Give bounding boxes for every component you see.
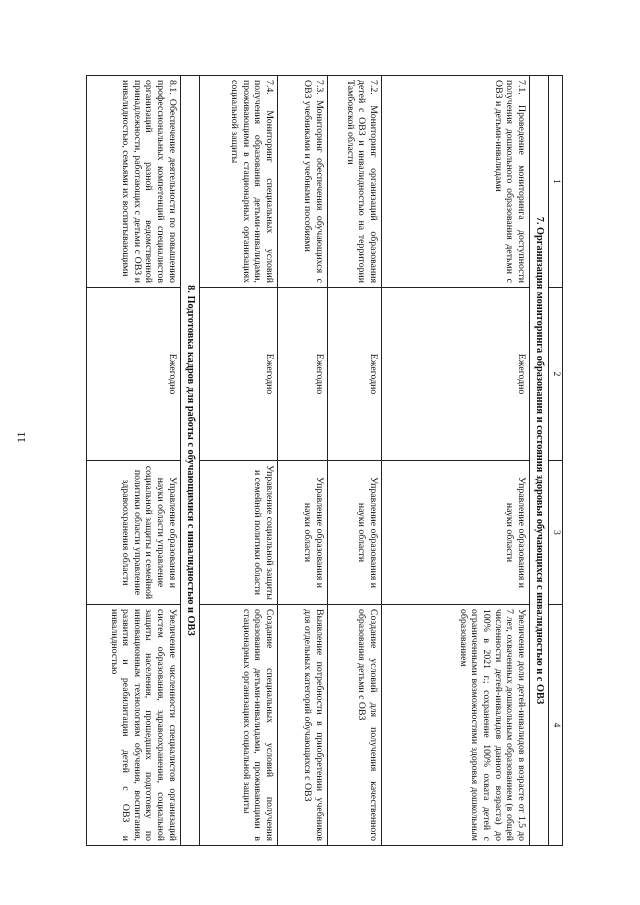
result-cell: Выявление потребности в приобретении учебников для отдельных категорий обучающихся с ОВЗ — [277, 605, 327, 846]
measure-cell: 8.1. Обеспечение деятельности по повышению профессиональных компетенций специалистов организаций разной ведомственной принадлежности, работающих с детьми с ОВЗ и инвалидностью, семьями их воспитывающими — [86, 76, 180, 288]
section-header-row — [529, 76, 548, 846]
section-header-row — [180, 76, 199, 846]
column-number: 1 — [548, 76, 562, 288]
page-number: 11 — [14, 431, 28, 443]
column-number: 3 — [548, 461, 562, 605]
deadline-cell: Ежегодно — [277, 288, 327, 461]
table-row — [327, 76, 381, 846]
responsible-cell: Управление социальной защиты и семейной политики области — [199, 461, 277, 605]
result-cell: Создание специальных условий получения образования детьми-инвалидами, проживающими в стационарных организациях социальной защиты — [199, 605, 277, 846]
result-cell: Увеличение доли детей-инвалидов в возрасте от 1,5 до 7 лет, охваченных дошкольным образованием (в общей численности детей-инвалидов данного возраста) до 100% в 2021 г.; сохранение 100% охвата детей с ограниченными возможностями здоровья дошкольным образованием — [381, 605, 529, 846]
measures-table — [86, 75, 563, 846]
table-row — [86, 76, 180, 846]
responsible-cell: Управление образования и науки области управление социальной защиты и семейной политики области управление здравоохранения области — [86, 461, 180, 605]
responsible-cell: Управление образования и науки области — [327, 461, 381, 605]
measure-cell: 7.3. Мониторинг обеспечения обучающихся с ОВЗ учебниками и учебными пособиями — [277, 76, 327, 288]
column-number: 4 — [548, 605, 562, 846]
responsible-cell: Управление образования и науки области — [381, 461, 529, 605]
column-number-row — [548, 76, 562, 846]
section-title: 7. Организация мониторинга образования и состояния здоровья обучающихся с инвалидностью и с ОВЗ — [529, 76, 548, 846]
table-row — [277, 76, 327, 846]
table-row — [199, 76, 277, 846]
measure-cell: 7.1. Проведение мониторинга доступности получения дошкольного образования детьми с ОВЗ и детьми-инвалидами — [381, 76, 529, 288]
deadline-cell: Ежегодно — [381, 288, 529, 461]
section-title: 8. Подготовка кадров для работы с обучающимися с инвалидностью и ОВЗ — [180, 76, 199, 846]
deadline-cell: Ежегодно — [199, 288, 277, 461]
column-number: 2 — [548, 288, 562, 461]
measure-cell: 7.2. Мониторинг организаций образования детей с ОВЗ и инвалидностью на территории Тамбовской области — [327, 76, 381, 288]
responsible-cell: Управление образования и науки области — [277, 461, 327, 605]
result-cell: Создание условий для получения качественного образования детьми с ОВЗ — [327, 605, 381, 846]
table-row — [381, 76, 529, 846]
deadline-cell: Ежегодно — [86, 288, 180, 461]
measure-cell: 7.4. Мониторинг специальных условий получения образования детьми-инвалидами, проживающими в стационарных организациях социальной защиты — [199, 76, 277, 288]
deadline-cell: Ежегодно — [327, 288, 381, 461]
result-cell: Увеличение численности специалистов организаций систем образования, здравоохранения, социальной защиты населения, прошедших подготовку по инновационным технологиям обучения, воспитания, развития и реабилитации детей с ОВЗ и инвалидностью — [86, 605, 180, 846]
